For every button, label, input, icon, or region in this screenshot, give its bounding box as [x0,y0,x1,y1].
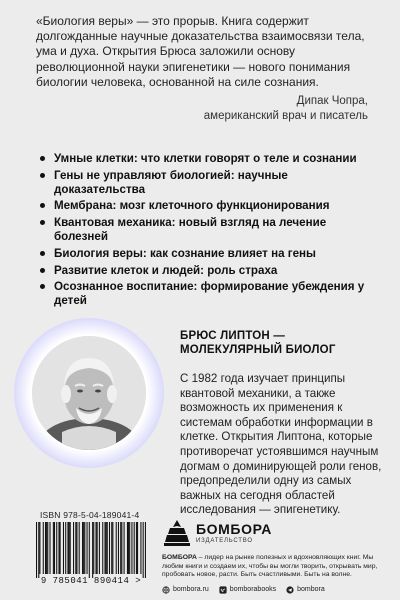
barcode-bar [107,522,108,574]
barcode-bar [39,522,40,574]
barcode-bar [121,522,122,574]
endorsement-quote [36,14,368,124]
barcode-bar [76,522,77,574]
author-photo [32,336,146,450]
barcode-bar [124,522,125,574]
author-photo-glow [14,318,164,468]
barcode-bar [65,522,66,574]
isbn-label: ISBN 978-5-04-189041-4 [40,510,140,520]
publisher-name: БОМБОРА [196,520,272,537]
barcode-bar [73,522,74,574]
barcode-bar [137,522,138,574]
publisher-tagline [162,554,390,580]
publisher-block [162,518,390,594]
barcode-bar [45,522,46,574]
barcode-bar [84,522,85,574]
barcode-bar [38,522,39,578]
barcode-bar [49,522,50,574]
barcode-bar [140,522,141,574]
barcode-bar [43,522,44,574]
author-bio: С 1982 года изучает принципы квантовой механики, а также возможность их применения к системам обработки информации в клетке. Открытия Липтона, которые противоречат устоявшимся научным догмам о доминирующей роли генов, предопределили одну из самых важных на сегодня областей исследования — эпигенетику. [180,372,382,517]
barcode-bar [93,522,94,574]
barcode-bar [95,522,96,574]
barcode-bar [102,522,103,574]
barcode-bar [104,522,105,574]
barcode-bar [89,522,90,578]
website-link-label: bombora.ru [173,586,209,594]
barcode-bar [145,522,146,578]
barcode-bar [70,522,71,574]
barcode-bar [83,522,84,574]
publisher-logo [162,518,390,548]
barcode-bar [47,522,48,574]
barcode-bar [118,522,119,574]
barcode-bar [56,522,57,574]
barcode-bar [36,522,37,578]
bombora-logo-icon [162,518,192,548]
website-link[interactable] [162,586,209,594]
barcode-bar [127,522,128,574]
barcode-bar [53,522,54,574]
globe-icon [162,586,170,594]
barcode-bar [120,522,121,574]
barcode-bar [129,522,130,574]
quote-text: «Биология веры» — это прорыв. Книга содержит долгожданные научные доказательства взаимосвязи тела, ума и духа. Открытия Брюса заложили основу революционной науки эпигенетики — нового понимания биологии человека, основанной на силе сознания. [36,14,365,89]
barcode-bar [99,522,100,574]
barcode-bar [109,522,110,574]
barcode-number: 9 785041 890414 > [40,576,142,586]
quote-author-role: американский врач и писатель [203,110,368,123]
feature-item: Гены не управляют биологией: научные доказательства [40,169,370,197]
feature-item: Мембрана: мозг клеточного функционирования [40,199,370,213]
barcode-bar [131,522,132,574]
social-link-bombora-label: bombora [297,586,325,594]
barcode-bar [79,522,80,574]
tagline-brand: БОМБОРА [162,554,197,561]
barcode-bar [134,522,135,574]
barcode-bar [82,522,83,574]
social-link-bombora[interactable] [286,586,325,594]
barcode [36,522,146,578]
barcode-bar [60,522,61,574]
barcode-bar [92,522,93,578]
feature-item: Биология веры: как сознание влияет на гены [40,247,370,261]
feature-item: Квантовая механика: новый взгляд на лечение болезней [40,216,370,244]
barcode-bar [46,522,47,574]
publisher-subtitle: ИЗДАТЕЛЬСТВО [196,537,253,544]
publisher-links [162,586,390,594]
tagline-text: – лидер на рынке полезных и вдохновляющих книг. Мы любим книги и создаем их, чтобы вы могли творить, открывать мир, пробовать новое, расти. Быть счастливыми. Быть на волне. [162,554,378,579]
vk-icon [219,586,227,594]
quote-author: Дипак Чопра, [296,95,368,108]
barcode-bar [58,522,59,574]
social-link-books[interactable] [219,586,276,594]
barcode-bar [63,522,64,574]
barcode-bar [87,522,88,574]
author-title: БРЮС ЛИПТОН — МОЛЕКУЛЯРНЫЙ БИОЛОГ [180,330,336,356]
feature-list [40,152,370,311]
feature-item: Умные клетки: что клетки говорят о теле и сознании [40,152,370,166]
barcode-bars [36,522,146,578]
barcode-bar [69,522,70,574]
barcode-bar [128,522,129,574]
barcode-bar [54,522,55,574]
author-portrait-image [32,336,146,450]
barcode-bar [106,522,107,574]
barcode-bar [143,522,144,578]
barcode-bar [136,522,137,574]
barcode-bar [111,522,112,574]
telegram-icon [286,586,294,594]
feature-item: Развитие клеток и людей: роль страха [40,264,370,278]
barcode-bar [75,522,76,574]
barcode-bar [97,522,98,574]
social-link-books-label: bomborabooks [229,586,277,594]
barcode-bar [67,522,68,574]
feature-item: Осознанное воспитание: формирование убеждения у детей [40,280,370,308]
barcode-bar [116,522,117,574]
barcode-bar [112,522,113,574]
